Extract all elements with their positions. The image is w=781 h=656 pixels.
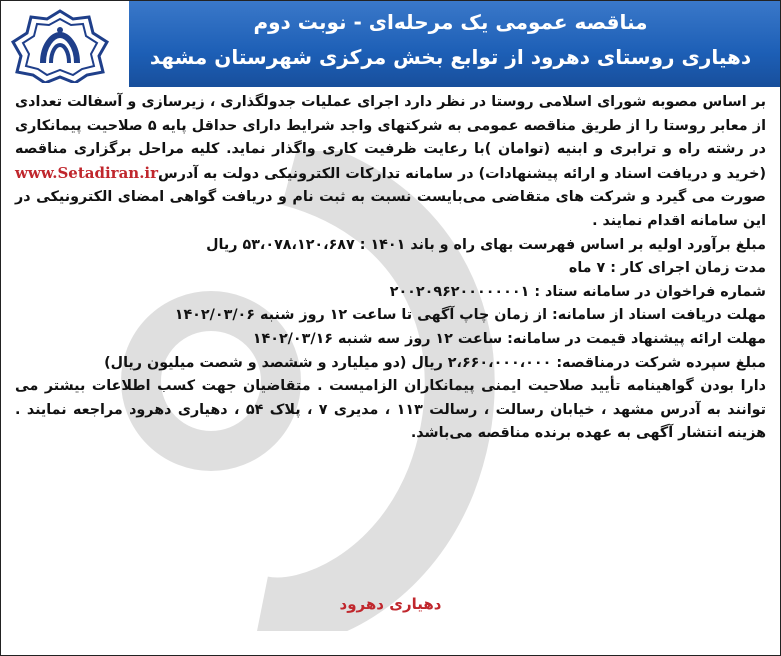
setad-number-line: شماره فراخوان در سامانه ستاد : ۲۰۰۲۰۹۶۲۰۰۰۰۰۰۰۱: [389, 283, 766, 300]
offer-deadline-line: مهلت ارائه پیشنهاد قیمت در سامانه: ساعت ۱۲ روز سه شنبه ۱۴۰۲/۰۳/۱۶: [252, 330, 766, 347]
tender-title: مناقصه عمومی یک مرحله‌ای - نوبت دوم: [253, 10, 648, 34]
dehyari-logo-icon: [7, 9, 113, 83]
closing-paragraph: دارا بودن گواهینامه تأیید صلاحیت ایمنی پیمانکاران الزامیست . متقاضیان جهت کسب اطلاعات بیشتر می توانند به آدرس مشهد ، خیابان رسالت ، رسالت ۱۱۳ ، مدیری ۷ ، پلاک ۵۴ ، دهیاری دهرود مراجعه نمایند . هزینه انتشار آگهی به عهده برنده مناقصه می‌باشد.: [15, 378, 767, 442]
signature: دهیاری دهرود: [339, 595, 442, 613]
header: [1, 1, 780, 87]
deposit-line: مبلغ سپرده شرکت درمناقصه: ۲،۶۶۰،۰۰۰،۰۰۰ ریال (دو میلیارد و ششصد و شصت میلیون ریال): [104, 354, 766, 371]
tender-body: [15, 91, 766, 446]
estimate-line: مبلغ برآورد اولیه بر اساس فهرست بهای راه و باند ۱۴۰۱ : ۵۳،۰۷۸،۱۲۰،۶۸۷ ریال: [206, 236, 766, 253]
setadiran-link[interactable]: www.Setadiran.ir: [15, 163, 159, 182]
document-deadline-line: مهلت دریافت اسناد از سامانه: از زمان چاپ آگهی تا ساعت ۱۲ روز شنبه ۱۴۰۲/۰۳/۰۶: [174, 307, 766, 324]
intro-text: بر اساس مصوبه شورای اسلامی روستا در نظر دارد اجرای عملیات جدولگذاری ، زیرسازی و آسفالت تعدادی از معابر روستا را از طریق مناقصه عمومی به شرکتهای واجد شرایط دارای حداقل پایه ۵ صلاحیت پیمانکاری در رشته راه و ترابری و ابنیه (توامان )با رعایت ظرفیت کاری واگذار نماید. کلیه مراحل برگزاری مناقصه (خرید و دریافت اسناد و ارائه پیشنهادات) در سامانه تدارکات الکترونیکی دولت به آدرس: [15, 94, 766, 182]
tender-subtitle: دهیاری روستای دهرود از توابع بخش مرکزی شهرستان مشهد: [149, 45, 752, 69]
duration-line: مدت زمان اجرای کار : ۷ ماه: [568, 260, 766, 277]
header-titles: [131, 5, 770, 75]
intro-text-continued: صورت می گیرد و شرکت های متقاضی می‌بایست نسبت به ثبت نام و دریافت گواهی امضای الکترونیکی در این سامانه اقدام نمایند .: [15, 189, 766, 229]
intro-paragraph: [15, 91, 766, 234]
